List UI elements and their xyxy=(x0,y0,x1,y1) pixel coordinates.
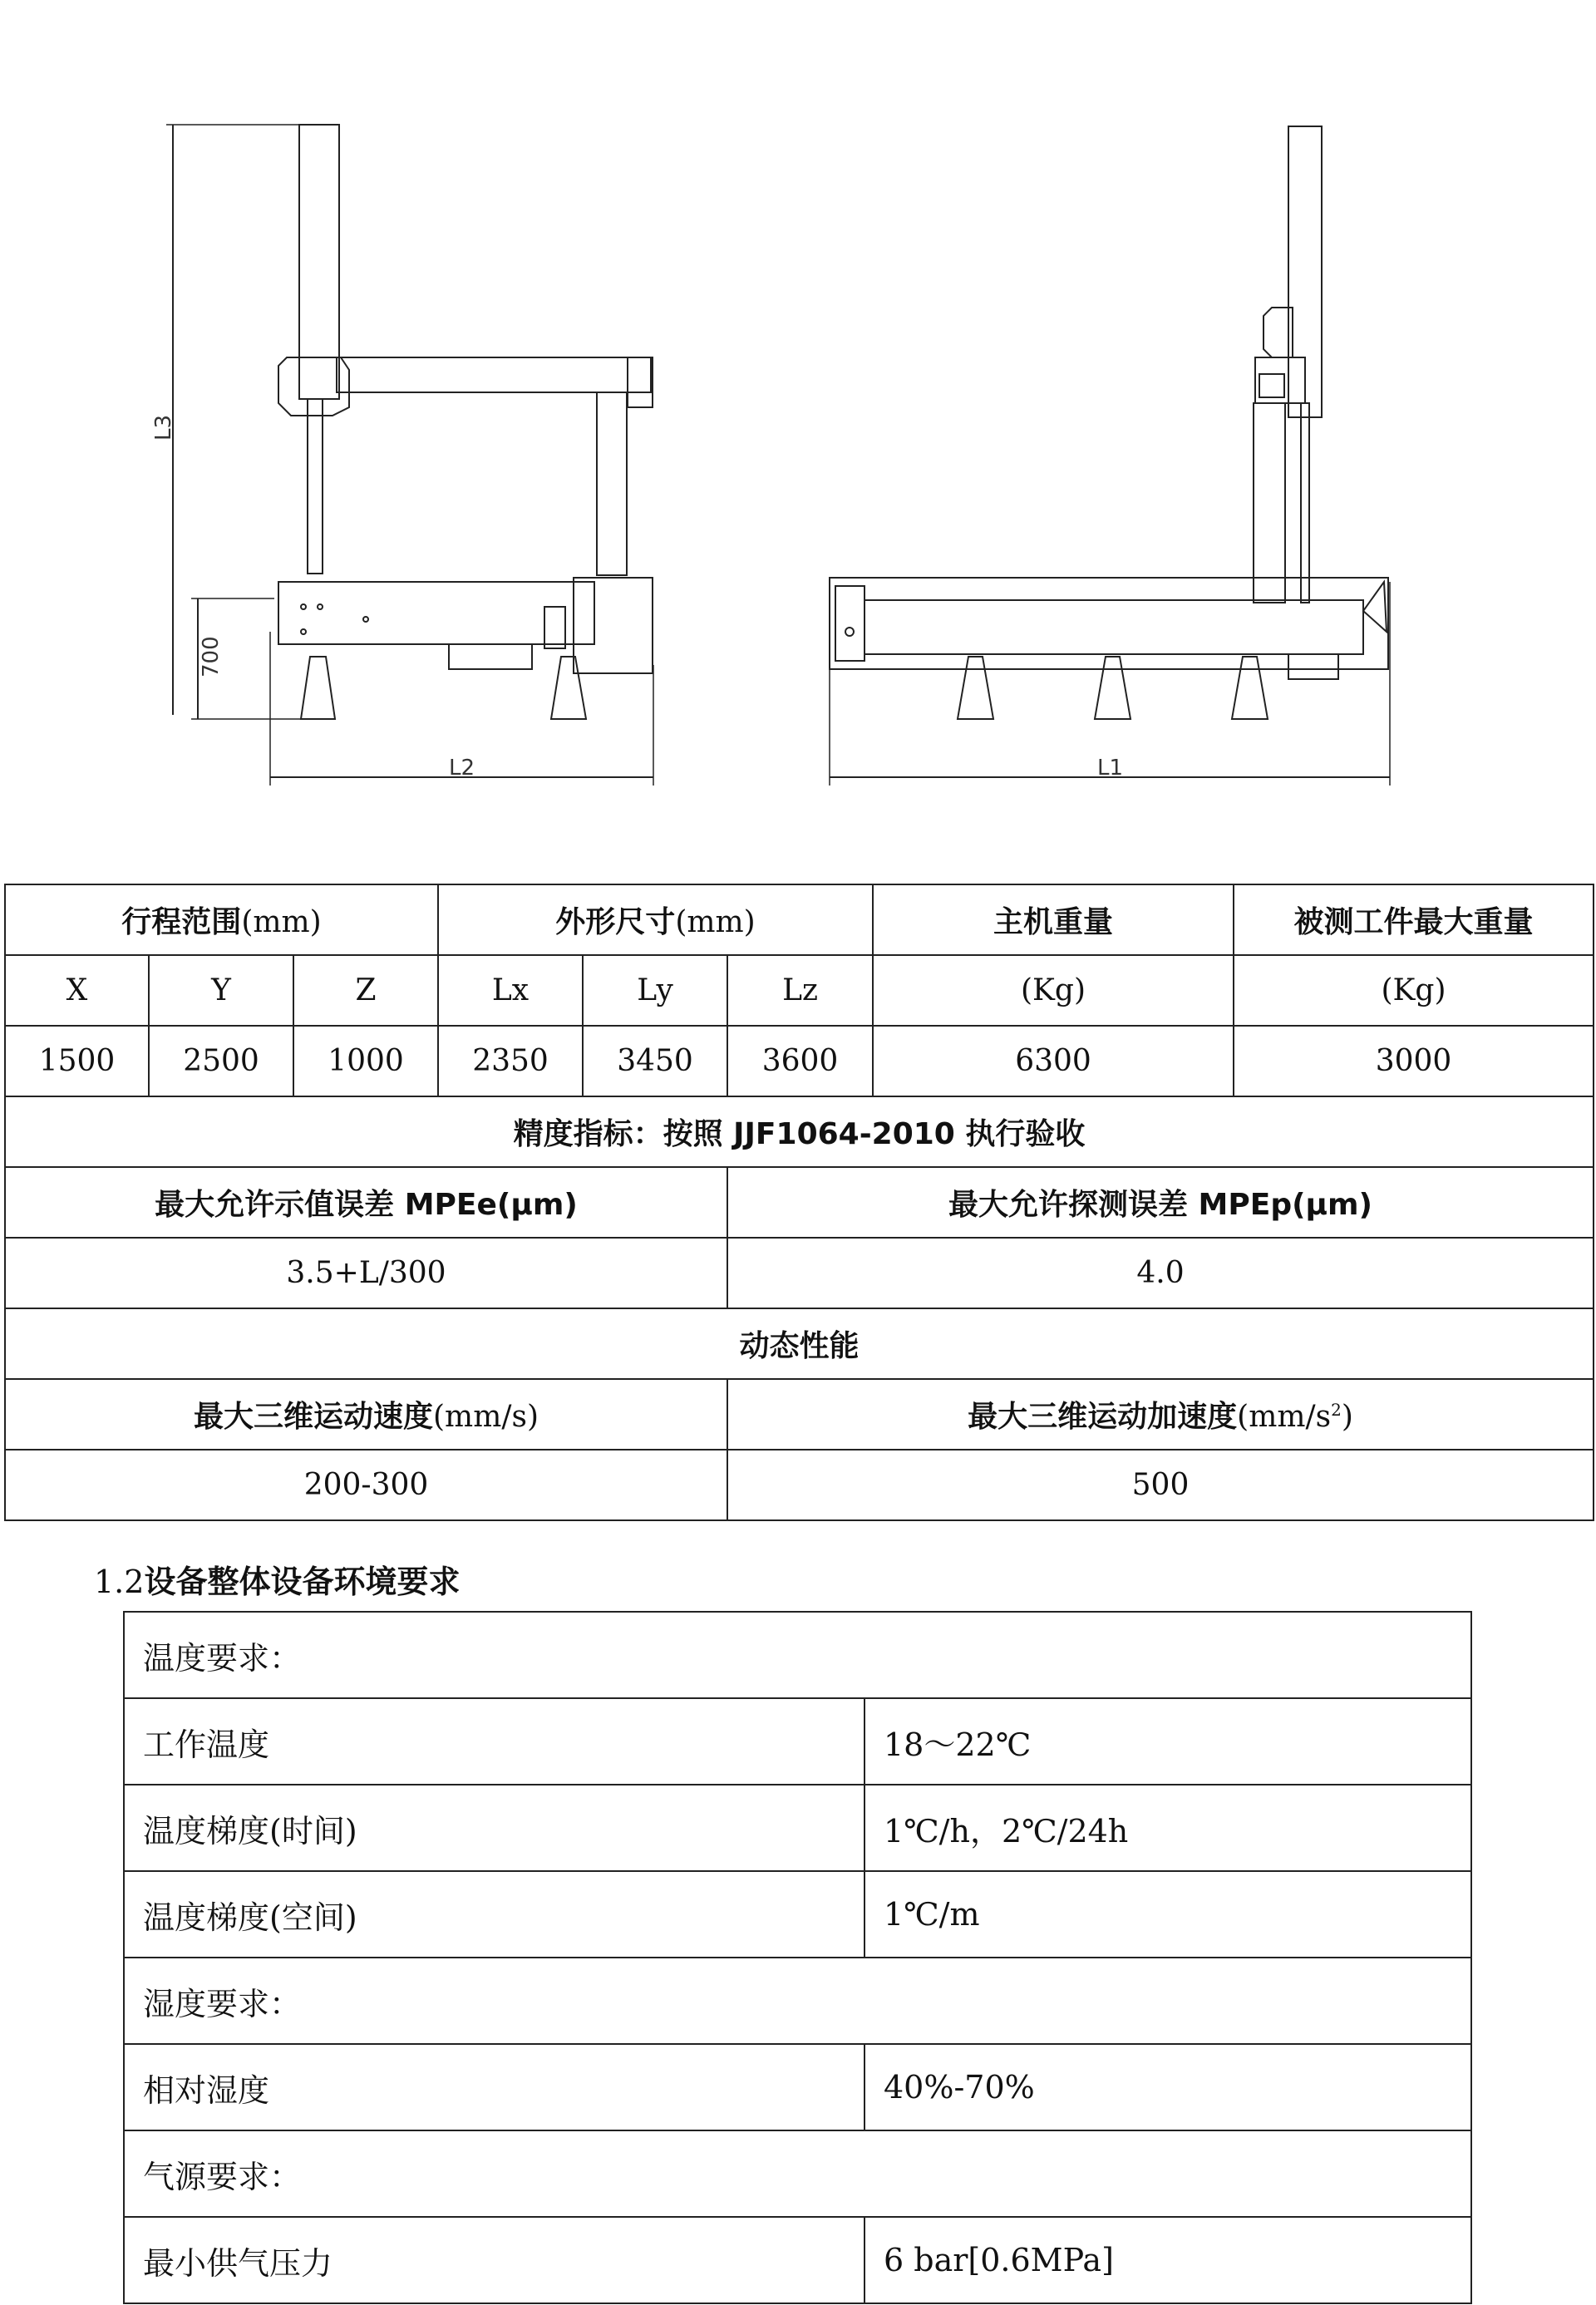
grad-space-label: 温度梯度(空间) xyxy=(124,1871,864,1958)
mpep-label: 最大允许探测误差 MPEp(μm) xyxy=(727,1167,1594,1238)
air-group-label: 气源要求： xyxy=(124,2130,1471,2217)
axis-x: X xyxy=(5,955,149,1026)
dim-700-label: 700 xyxy=(199,636,224,677)
dim-l3-label: L3 xyxy=(151,414,176,441)
value-ly: 3450 xyxy=(583,1026,727,1096)
mpee-value: 3.5+L/300 xyxy=(5,1238,727,1308)
speed-label: 最大三维运动速度(mm/s) xyxy=(5,1379,727,1450)
travel-header: 行程范围(mm) xyxy=(5,884,438,955)
value-y: 2500 xyxy=(149,1026,293,1096)
axis-ly: Ly xyxy=(583,955,727,1026)
mpep-value: 4.0 xyxy=(727,1238,1594,1308)
axis-z: Z xyxy=(293,955,438,1026)
axis-y: Y xyxy=(149,955,293,1026)
dim-l1-label: L1 xyxy=(1097,756,1124,781)
work-temp-value: 18～22℃ xyxy=(864,1698,1471,1785)
weight-unit: (Kg) xyxy=(873,955,1234,1026)
section-heading: 1.2设备整体设备环境要求 xyxy=(94,1564,461,1600)
grad-space-value: 1℃/m xyxy=(864,1871,1471,1958)
value-workpiece: 3000 xyxy=(1234,1026,1594,1096)
rel-humidity-value: 40%-70% xyxy=(864,2044,1471,2130)
value-lx: 2350 xyxy=(438,1026,583,1096)
temp-group-label: 温度要求： xyxy=(124,1612,1471,1698)
humidity-group-label: 湿度要求： xyxy=(124,1958,1471,2044)
grad-time-label: 温度梯度(时间) xyxy=(124,1785,864,1871)
min-pressure-value: 6 bar[0.6MPa] xyxy=(864,2217,1471,2303)
machine-drawing xyxy=(0,0,1596,831)
accel-label: 最大三维运动加速度$(mm/s^2)$ xyxy=(727,1379,1594,1450)
value-z: 1000 xyxy=(293,1026,438,1096)
axis-lz: Lz xyxy=(727,955,873,1026)
min-pressure-label: 最小供气压力 xyxy=(124,2217,864,2303)
accuracy-title: 精度指标：按照 JJF1064-2010 执行验收 xyxy=(5,1096,1594,1167)
work-temp-label: 工作温度 xyxy=(124,1698,864,1785)
value-lz: 3600 xyxy=(727,1026,873,1096)
spec-table xyxy=(4,884,1594,1521)
speed-value: 200-300 xyxy=(5,1450,727,1520)
environment-table xyxy=(123,1611,1472,2304)
outline-header: 外形尺寸(mm) xyxy=(438,884,873,955)
grad-time-value: 1℃/h，2℃/24h xyxy=(864,1785,1471,1871)
accel-value: 500 xyxy=(727,1450,1594,1520)
weight-header: 主机重量 xyxy=(873,884,1234,955)
workpiece-header: 被测工件最大重量 xyxy=(1234,884,1594,955)
rel-humidity-label: 相对湿度 xyxy=(124,2044,864,2130)
value-weight: 6300 xyxy=(873,1026,1234,1096)
value-x: 1500 xyxy=(5,1026,149,1096)
mpee-label: 最大允许示值误差 MPEe(μm) xyxy=(5,1167,727,1238)
axis-lx: Lx xyxy=(438,955,583,1026)
workpiece-unit: (Kg) xyxy=(1234,955,1594,1026)
dynamic-title: 动态性能 xyxy=(5,1308,1594,1379)
dim-l2-label: L2 xyxy=(449,756,475,781)
